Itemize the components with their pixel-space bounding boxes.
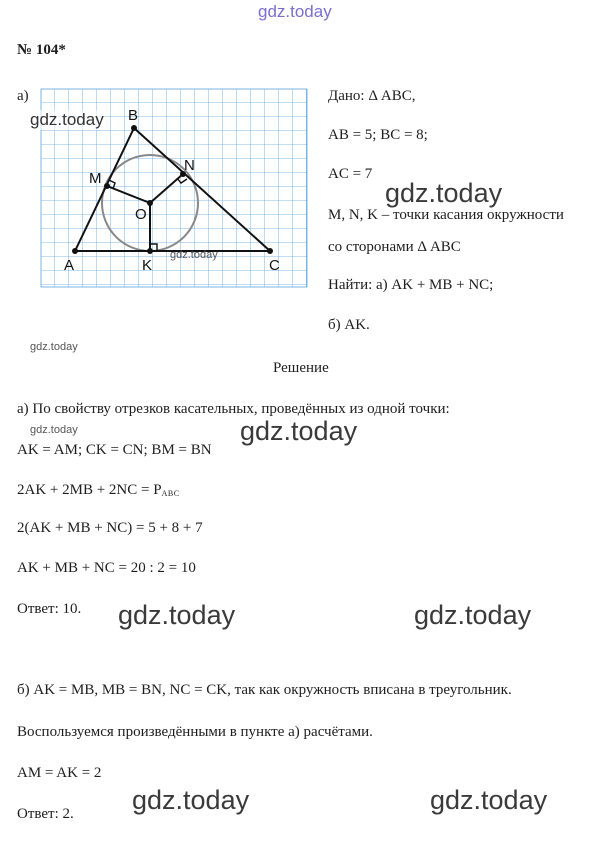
solution-a-eq3: 2(AK + MB + NC) = 5 + 8 + 7: [17, 520, 203, 536]
solution-a-answer: Ответ: 10.: [17, 601, 82, 617]
given-line-6: Найти: а) AK + MB + NC;: [328, 277, 494, 293]
solution-b-answer: Ответ: 2.: [17, 806, 74, 822]
watermark-left-small: gdz.today: [30, 341, 78, 353]
label-o: O: [135, 206, 147, 223]
solution-a-eq4: AK + MB + NC = 20 : 2 = 10: [17, 560, 196, 576]
given-line-4: M, N, K – точки касания окружности: [328, 207, 564, 223]
point-a: [72, 248, 78, 254]
solution-a-eq2-sub: ABC: [161, 489, 180, 498]
watermark-figure: gdz.today: [30, 110, 104, 129]
point-c: [267, 248, 273, 254]
point-b: [131, 125, 137, 131]
label-m: M: [89, 170, 102, 187]
watermark-answer-right: gdz.today: [414, 600, 532, 630]
watermark-bottom-right: gdz.today: [430, 785, 548, 815]
problem-number: № 104*: [17, 42, 66, 58]
watermark-bottom-left: gdz.today: [132, 785, 250, 815]
label-a: A: [64, 257, 75, 274]
watermark-given: gdz.today: [385, 178, 503, 208]
given-line-7: б) AK.: [328, 317, 370, 333]
given-line-3: AC = 7: [328, 166, 373, 182]
label-b: B: [128, 107, 139, 124]
solution-b-eq1: AM = AK = 2: [17, 765, 102, 781]
watermark-solution: gdz.today: [240, 416, 358, 446]
solution-b-intro: б) AK = MB, MB = BN, NC = CK, так как окружность вписана в треугольник.: [17, 682, 512, 698]
solution-a-eq1: AK = AM; CK = CN; BM = BN: [17, 442, 212, 458]
solution-title: Решение: [273, 360, 329, 376]
given-line-1: Дано: Δ ABC,: [328, 88, 416, 104]
solution-a-eq2-main: 2AK + 2MB + 2NC = P: [17, 482, 162, 498]
point-k: [147, 248, 153, 254]
solution-b-line2: Воспользуемся произведёнными в пункте а) расчётами.: [17, 724, 373, 740]
given-line-2: AB = 5; BC = 8;: [328, 127, 428, 143]
label-n: N: [184, 157, 195, 174]
label-k: K: [142, 257, 153, 274]
given-line-5: со сторонами Δ ABC: [328, 239, 461, 255]
part-a-label: а): [17, 88, 29, 104]
solution-a-eq2: [17, 482, 180, 499]
point-m: [104, 183, 110, 189]
watermark-figure-small: gdz.today: [170, 249, 218, 261]
watermark-top: gdz.today: [258, 2, 332, 21]
watermark-solution-small: gdz.today: [30, 424, 78, 436]
label-c: C: [269, 257, 280, 274]
watermark-answer-left: gdz.today: [118, 600, 236, 630]
point-o: [147, 200, 153, 206]
solution-a-intro: а) По свойству отрезков касательных, проведённых из одной точки:: [17, 401, 450, 417]
